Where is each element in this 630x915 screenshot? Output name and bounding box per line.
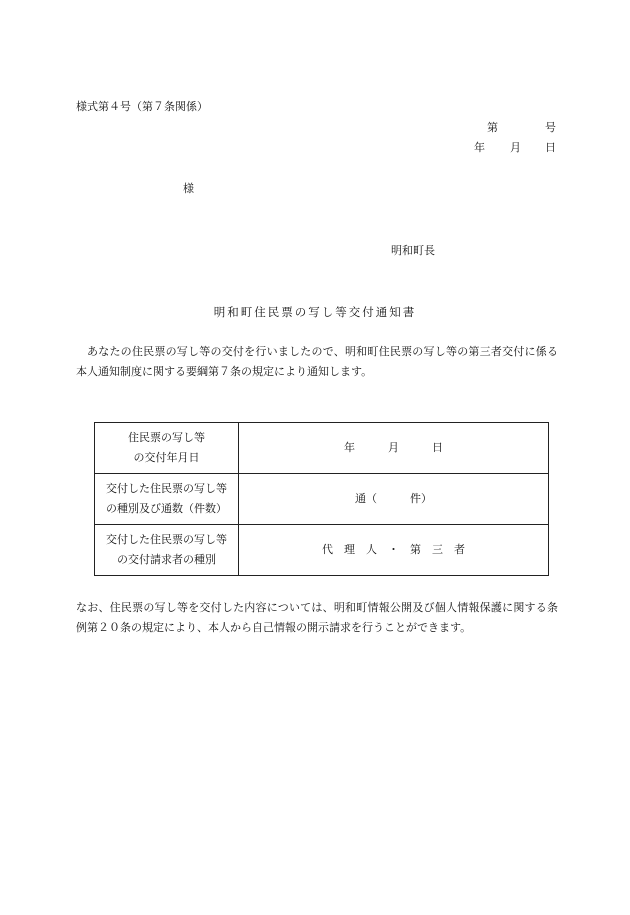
- body-paragraph: あなたの住民票の写し等の交付を行いましたので、明和町住民票の写し等の第三者交付に係る本人通知制度に関する要綱第７条の規定により通知します。: [76, 345, 558, 378]
- form-number: 様式第４号（第７条関係）: [76, 100, 208, 113]
- date-month-label: 月: [510, 141, 521, 154]
- document-number-prefix: 第: [487, 121, 498, 134]
- date-day-label: 日: [545, 141, 556, 154]
- copies-count-value: 通（ 件）: [239, 474, 549, 525]
- recipient-honorific: 様: [183, 182, 194, 195]
- row-label-line: 交付した住民票の写し等: [106, 533, 227, 546]
- table-row: [95, 423, 549, 474]
- row-label: [95, 525, 239, 576]
- row-label-line: 交付した住民票の写し等: [106, 482, 227, 495]
- row-label-line: の交付年月日: [133, 451, 200, 464]
- row-label: [95, 474, 239, 525]
- document-number-suffix: 号: [545, 121, 556, 134]
- date-year-label: 年: [474, 141, 485, 154]
- requester-type-value: 代 理 人 ・ 第 三 者: [239, 525, 549, 576]
- document-title: 明和町住民票の写し等交付通知書: [213, 305, 417, 319]
- row-label-line: の交付請求者の種別: [117, 553, 216, 566]
- note-paragraph: なお、住民票の写し等を交付した内容については、明和町情報公開及び個人情報保護に関する条例第２０条の規定により、本人から自己情報の開示請求を行うことができます。: [76, 601, 558, 634]
- sender-name: 明和町長: [391, 244, 435, 257]
- row-label: [95, 423, 239, 474]
- table-row: [95, 525, 549, 576]
- row-label-line: の種別及び通数（件数）: [106, 502, 227, 515]
- issue-date-value: 年 月 日: [239, 423, 549, 474]
- table-row: [95, 474, 549, 525]
- notice-table: [94, 422, 549, 576]
- row-label-line: 住民票の写し等: [128, 431, 205, 444]
